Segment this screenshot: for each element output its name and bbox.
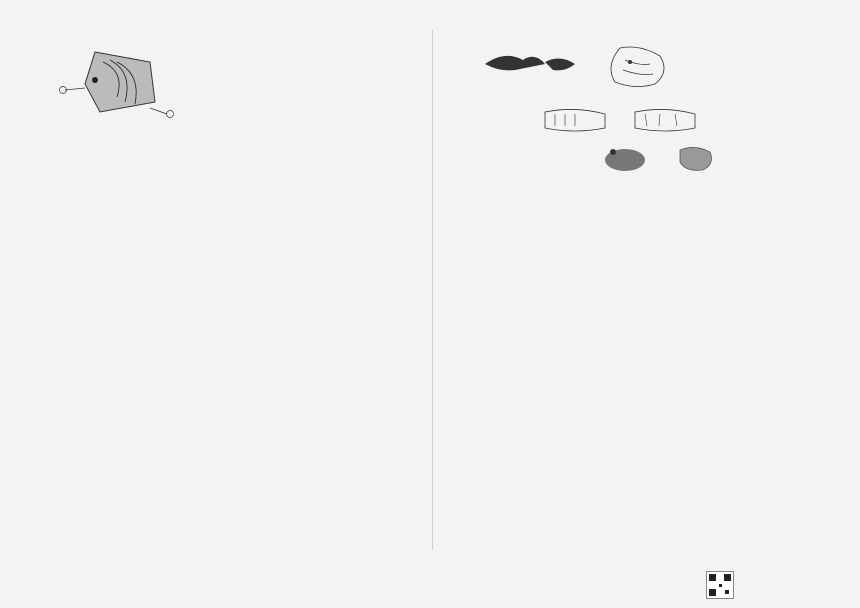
stamp-figure-row [95, 124, 455, 164]
frog-bird-diagram [585, 142, 785, 176]
fish-head-diagram [55, 42, 175, 120]
teeth-diagram [535, 104, 735, 138]
frog-and-bird-figure [465, 142, 860, 176]
swallow-and-pigeon-diagram [465, 42, 845, 100]
fish-breathing-figure [55, 42, 455, 120]
bird-figures [465, 42, 860, 100]
left-exam-page [55, 40, 455, 540]
teeth-figure [465, 104, 860, 138]
right-exam-page [465, 40, 860, 540]
qr-code-icon [706, 571, 734, 599]
page-divider [432, 30, 433, 550]
